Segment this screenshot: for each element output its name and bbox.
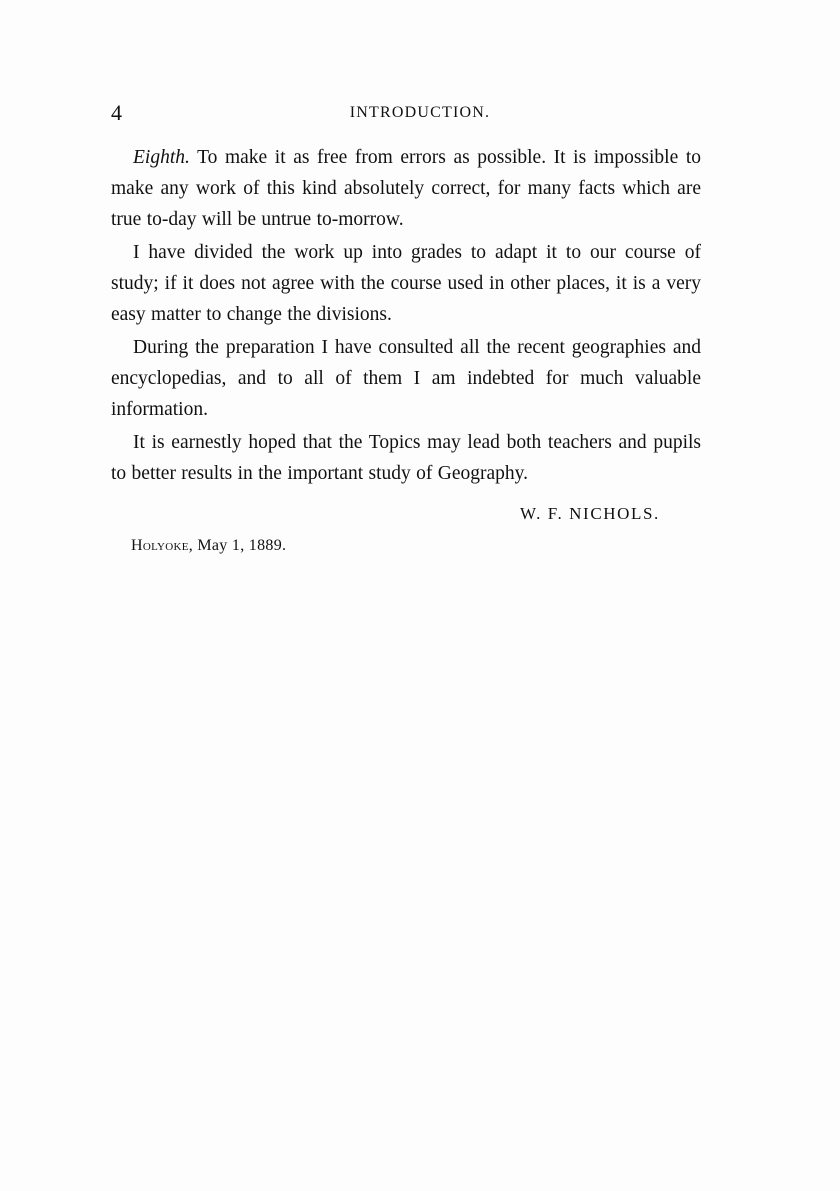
paragraph-preparation: During the preparation I have consulted all the recent geographies and encyclopedias, and to all of them I am indebted for much valuable information.: [111, 337, 701, 421]
page-number: 4: [111, 100, 122, 125]
dateline-place: Holyoke,: [131, 537, 194, 554]
author-signature: W. F. NICHOLS.: [520, 504, 660, 523]
paragraph-hope: It is earnestly hoped that the Topics may lead both teachers and pupils to better results in the important study of Geography.: [111, 432, 701, 485]
running-title: INTRODUCTION.: [349, 104, 491, 121]
dateline: [131, 533, 286, 559]
paragraph-lead-eighth: Eighth.: [133, 147, 190, 168]
paragraph-eighth: [111, 142, 701, 236]
paragraph-grades: I have divided the work up into grades to adapt it to our course of study; if it does not agree with the course used in other places, it is a very easy matter to change the divisions.: [111, 242, 701, 326]
paragraph-text: To make it as free from errors as possible. It is impossible to make any work of this kind absolutely correct, for many facts which are true to-day will be untrue to-morrow.: [111, 147, 701, 231]
dateline-date: May 1, 1889.: [193, 537, 287, 554]
